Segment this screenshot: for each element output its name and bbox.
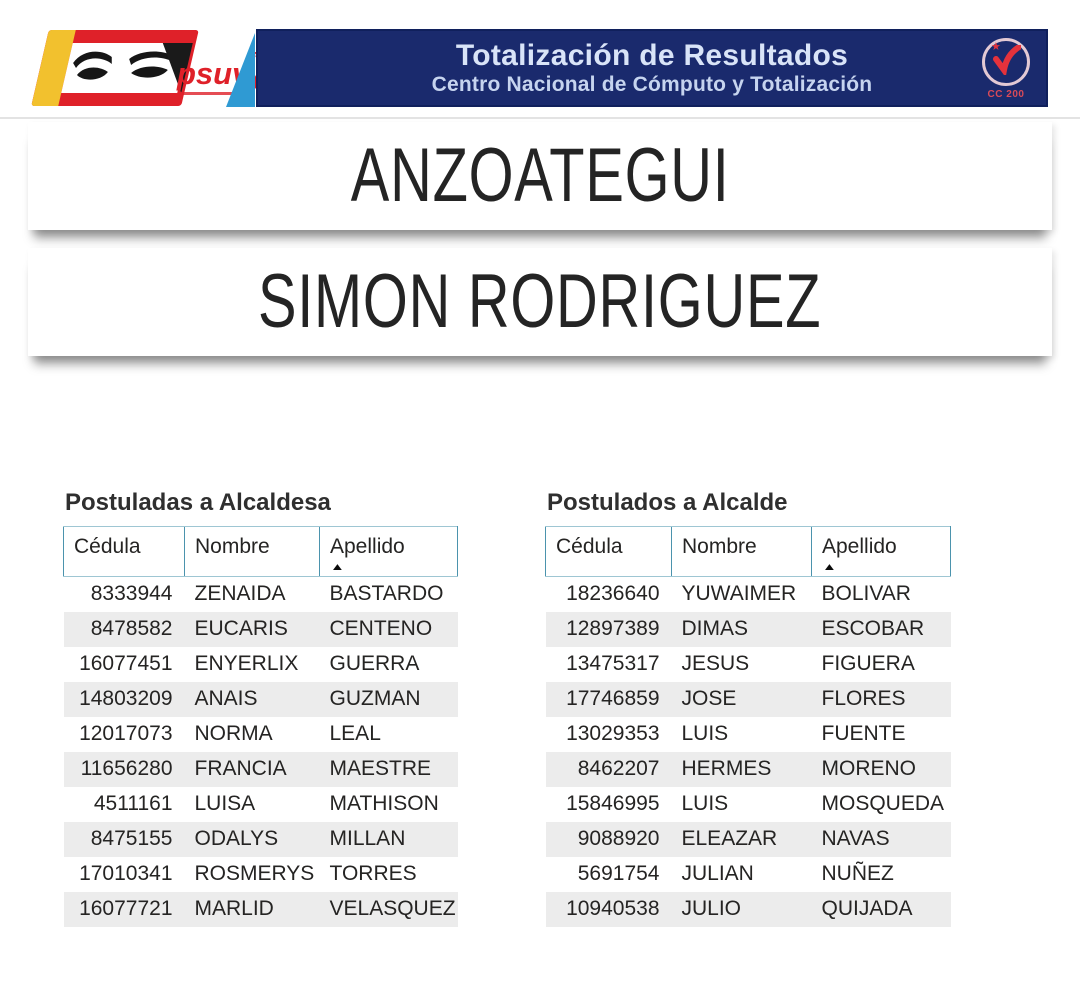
cedula-cell: 12017073 xyxy=(79,722,173,745)
cc200-label: CC 200 xyxy=(987,89,1025,100)
nombre-cell: LUIS xyxy=(681,722,729,745)
header-row xyxy=(64,527,458,577)
apellido-cell: MOSQUEDA xyxy=(821,792,945,815)
table-row xyxy=(546,822,951,857)
table-row xyxy=(64,682,458,717)
table-row xyxy=(64,822,458,857)
cedula-cell: 8478582 xyxy=(64,612,185,647)
apellido-cell: NAVAS xyxy=(812,822,951,857)
apellido-cell: FLORES xyxy=(812,682,951,717)
cc200-star-icon: ★ xyxy=(991,41,1001,53)
alcalde-table-title: Postulados a Alcalde xyxy=(547,489,788,516)
cedula-cell: 10940538 xyxy=(546,892,672,927)
alcaldesa-table-title: Postuladas a Alcaldesa xyxy=(65,489,331,516)
nombre-cell: YUWAIMER xyxy=(681,582,797,606)
apellido-cell: MILLAN xyxy=(320,822,458,857)
apellido-cell: CENTENO xyxy=(320,612,458,647)
column-header-label: Nombre xyxy=(682,535,757,558)
table-row xyxy=(546,647,951,682)
column-header-label: Apellido xyxy=(822,535,897,558)
table-row xyxy=(64,647,458,682)
column-header-nombre[interactable] xyxy=(672,527,812,577)
title-banner xyxy=(256,29,1048,107)
cedula-cell: 11656280 xyxy=(64,752,185,787)
column-header-label: Cédula xyxy=(74,535,141,558)
banner-title: Totalización de Resultados xyxy=(455,39,849,72)
nombre-cell: FRANCIA xyxy=(185,752,320,787)
apellido-cell: TORRES xyxy=(329,862,417,885)
apellido-cell: FIGUERA xyxy=(821,652,915,675)
apellido-cell: BOLIVAR xyxy=(821,582,911,606)
cedula-cell: 9088920 xyxy=(546,822,672,857)
cedula-cell: 5691754 xyxy=(577,862,660,885)
nombre-cell: ELEAZAR xyxy=(672,822,812,857)
state-card xyxy=(28,122,1052,230)
psuv-wordmark-text: psuv xyxy=(177,56,250,91)
cedula-cell: 8333944 xyxy=(90,582,173,606)
table-row xyxy=(546,787,951,822)
column-header-nombre[interactable] xyxy=(185,527,320,577)
blue-sail-icon xyxy=(226,33,255,107)
cedula-cell: 8462207 xyxy=(546,752,672,787)
nombre-cell: NORMA xyxy=(194,722,273,745)
nombre-cell: JULIAN xyxy=(681,862,754,885)
column-header-cedula[interactable] xyxy=(546,527,672,577)
column-header-apellido[interactable] xyxy=(320,527,458,577)
table-row xyxy=(546,857,951,892)
table-row xyxy=(546,577,951,612)
cedula-cell: 17010341 xyxy=(79,862,173,885)
banner-subtitle: Centro Nacional de Cómputo y Totalización xyxy=(431,73,873,96)
nombre-cell: ROSMERYS xyxy=(194,862,315,885)
cedula-cell: 4511161 xyxy=(93,792,173,815)
table-row xyxy=(546,892,951,927)
cc200-circle-icon xyxy=(982,38,1030,86)
table-row xyxy=(546,752,951,787)
cedula-cell: 15846995 xyxy=(566,792,660,815)
column-header-label: Apellido xyxy=(330,535,405,558)
cedula-cell: 16077451 xyxy=(79,652,173,675)
cedula-cell: 18236640 xyxy=(566,582,660,606)
apellido-cell: BASTARDO xyxy=(329,582,444,606)
apellido-cell: MATHISON xyxy=(329,792,439,815)
apellido-cell: GUZMAN xyxy=(320,682,458,717)
table-row xyxy=(64,577,458,612)
table-row xyxy=(64,857,458,892)
column-header-label: Cédula xyxy=(556,535,623,558)
nombre-cell: JULIO xyxy=(672,892,812,927)
nombre-cell: ENYERLIX xyxy=(194,652,299,675)
alcalde-table-block xyxy=(545,488,951,927)
table-row xyxy=(546,717,951,752)
nombre-cell: ODALYS xyxy=(185,822,320,857)
municipality-card xyxy=(28,248,1052,356)
cc200-checkmark-icon xyxy=(993,45,1021,80)
apellido-cell: FUENTE xyxy=(821,722,906,745)
nombre-cell: HERMES xyxy=(672,752,812,787)
apellido-cell: LEAL xyxy=(329,722,381,745)
nombre-cell: LUIS xyxy=(681,792,729,815)
table-row xyxy=(64,752,458,787)
cedula-cell: 16077721 xyxy=(64,892,185,927)
nombre-cell: LUISA xyxy=(194,792,256,815)
alcalde-table xyxy=(545,526,951,927)
column-header-cedula[interactable] xyxy=(64,527,185,577)
municipality-title: SIMON RODRIGUEZ xyxy=(258,259,822,344)
nombre-cell: ZENAIDA xyxy=(194,582,286,606)
state-title: ANZOATEGUI xyxy=(350,133,730,218)
cedula-cell: 13475317 xyxy=(566,652,660,675)
table-row xyxy=(64,787,458,822)
cedula-cell: 12897389 xyxy=(546,612,672,647)
table-row xyxy=(64,612,458,647)
apellido-cell: MAESTRE xyxy=(320,752,458,787)
apellido-cell: ESCOBAR xyxy=(812,612,951,647)
table-row xyxy=(546,612,951,647)
column-header-label: Nombre xyxy=(195,535,270,558)
alcaldesa-table xyxy=(63,526,458,927)
nombre-cell: EUCARIS xyxy=(185,612,320,647)
nombre-cell: JOSE xyxy=(672,682,812,717)
chavez-eyes-icon xyxy=(61,43,189,93)
apellido-cell: NUÑEZ xyxy=(821,862,894,885)
apellido-cell: VELASQUEZ xyxy=(320,892,458,927)
nombre-cell: ANAIS xyxy=(185,682,320,717)
alcaldesa-table-block xyxy=(63,488,458,927)
table-row xyxy=(546,682,951,717)
sort-ascending-icon: ▲ xyxy=(330,562,345,573)
nombre-cell: MARLID xyxy=(185,892,320,927)
psuv-flag-icon xyxy=(31,30,199,106)
nombre-cell: JESUS xyxy=(681,652,750,675)
psuv-logo xyxy=(36,28,258,110)
apellido-cell: QUIJADA xyxy=(812,892,951,927)
header-row xyxy=(546,527,951,577)
apellido-cell: MORENO xyxy=(812,752,951,787)
nombre-cell: DIMAS xyxy=(672,612,812,647)
cedula-cell: 13029353 xyxy=(566,722,660,745)
header xyxy=(0,0,1080,119)
cc200-logo xyxy=(976,36,1036,102)
table-row xyxy=(64,717,458,752)
table-row xyxy=(64,892,458,927)
cedula-cell: 8475155 xyxy=(64,822,185,857)
sort-ascending-icon: ▲ xyxy=(822,562,837,573)
column-header-apellido[interactable] xyxy=(812,527,951,577)
cedula-cell: 17746859 xyxy=(546,682,672,717)
apellido-cell: GUERRA xyxy=(329,652,420,675)
cedula-cell: 14803209 xyxy=(64,682,185,717)
